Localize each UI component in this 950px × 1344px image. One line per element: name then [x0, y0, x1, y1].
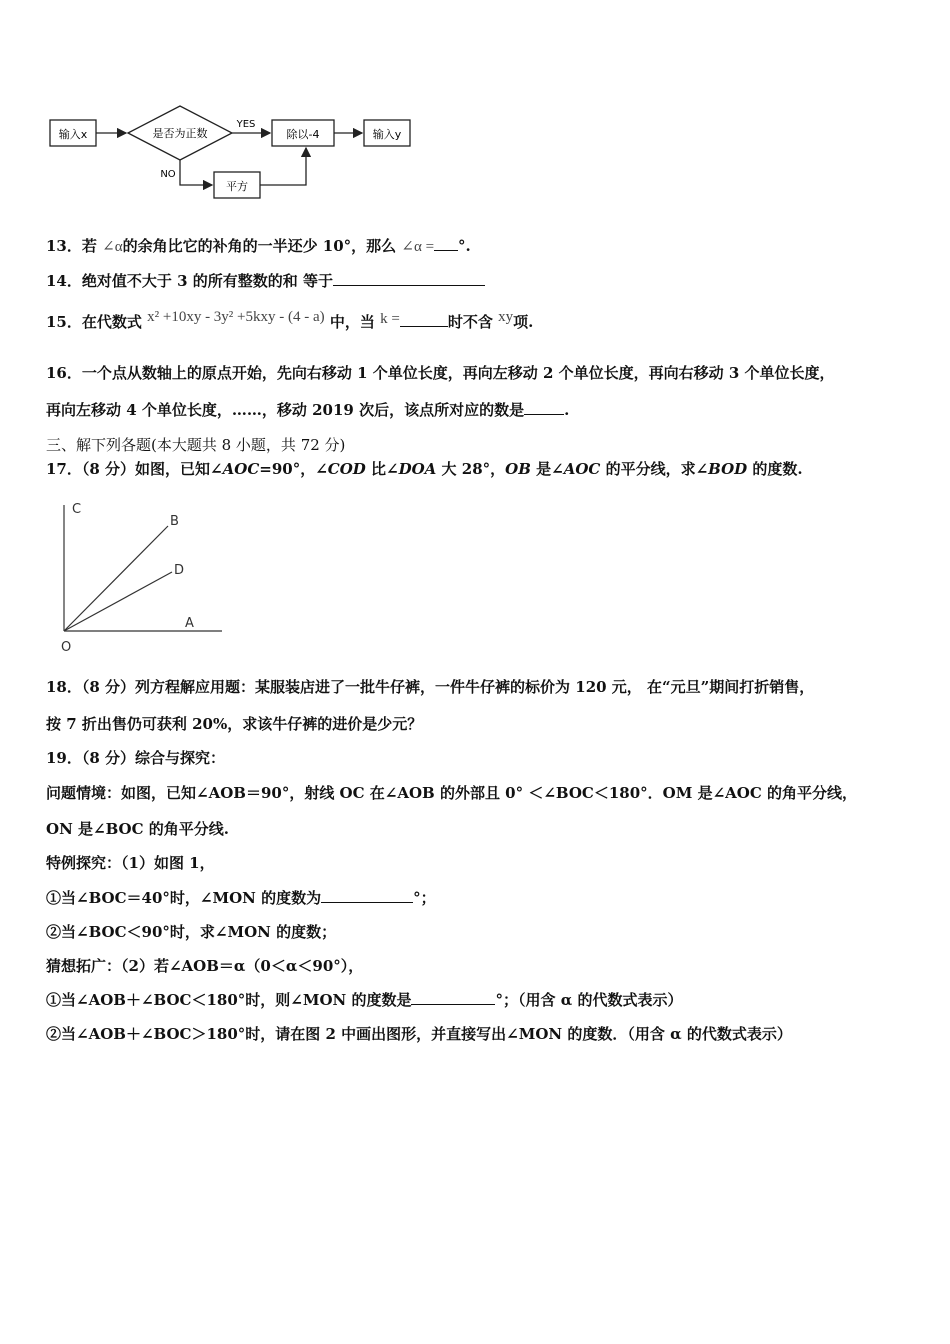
flowchart [40, 100, 420, 205]
q15-k: k = [380, 311, 400, 327]
q15-answer-blank[interactable] [400, 312, 448, 327]
q16-answer-blank[interactable] [524, 400, 564, 415]
question-19-special [46, 853, 215, 873]
q19-item4: ②当∠AOB＋∠BOC＞180°时，请在图 2 中画出图形，并直接写出∠MON 的度数．（用含 α 的代数式表示） [46, 1025, 792, 1043]
q19-special-text: 特例探究：（1）如图 1， [46, 854, 215, 872]
flow-square-label: 平方 [226, 180, 248, 193]
q15-pre: 15．在代数式 [46, 313, 142, 331]
question-19-item-1 [46, 888, 436, 908]
label-d: D [174, 563, 185, 578]
q17-p4: 大 28°， [436, 460, 506, 478]
question-18-line-1 [46, 677, 814, 697]
q15-expression: x² +10xy - 3y² +5kxy - (4 - a) [147, 309, 325, 325]
q19-item3-blank[interactable] [411, 990, 495, 1005]
q13-number: 13． [46, 237, 82, 255]
label-b: B [170, 514, 179, 529]
label-c: C [72, 502, 82, 517]
ray-ob [64, 526, 168, 631]
q19-item3-end: °；（用含 α 的代数式表示） [495, 991, 683, 1009]
q16-line1: 16．一个点从数轴上的原点开始，先向右移动 1 个单位长度，再向左移动 2 个单位长度，再向右移动 3 个单位长度， [46, 364, 835, 382]
q16-line2: 再向左移动 4 个单位长度，……，移动 2019 次后，该点所对应的数是 [46, 401, 525, 419]
question-19-guess [46, 956, 363, 976]
ray-od [64, 572, 172, 631]
q19-situation1: 问题情境：如图，已知∠AOB＝90°，射线 OC 在∠AOB 的外部且 0° ＜∠BOC＜180°．OM 是∠AOC 的角平分线， [46, 784, 857, 802]
figure-17-angles [50, 495, 240, 660]
question-19-item-3 [46, 990, 682, 1010]
q17-p6: 的平分线，求∠ [600, 460, 709, 478]
question-19-situation-1 [46, 783, 857, 803]
flow-output-label: 输入y [372, 128, 402, 141]
q15-post1: 时不含 [447, 313, 493, 331]
q13-post: °. [458, 237, 471, 255]
question-19-item-4 [46, 1024, 792, 1044]
q14-answer-blank[interactable] [333, 271, 485, 286]
q19-situation2: ON 是∠BOC 的角平分线. [46, 820, 229, 838]
question-14 [46, 271, 485, 291]
question-17 [46, 459, 803, 479]
question-19-title [46, 748, 225, 768]
q18-line1: 18．（8 分）列方程解应用题：某服装店进了一批牛仔裤，一件牛仔裤的标价为 120 元， 在“元旦”期间打折销售， [46, 678, 815, 696]
question-15 [46, 309, 534, 333]
q17-ob: OB [505, 460, 531, 478]
q15-post2: 项. [513, 313, 534, 331]
q13-answer-blank[interactable] [434, 236, 458, 251]
q17-p5: 是∠ [530, 460, 564, 478]
q13-mid: 的余角比它的补角的一半还少 10°，那么 [122, 237, 397, 255]
flow-decision-label: 是否为正数 [152, 127, 208, 140]
q17-p3: 比∠ [365, 460, 399, 478]
q13-angle: ∠α [102, 239, 123, 255]
q17-bod: BOD [708, 460, 748, 478]
question-19-item-2 [46, 922, 336, 942]
section3-title-text: 三、解下列各题(本大题共 8 小题，共 72 分) [46, 436, 346, 454]
q17-p7: 的度数. [747, 460, 803, 478]
q13-pre: 若 [81, 237, 97, 255]
section-3-title [46, 435, 345, 455]
question-18-line-2 [46, 714, 422, 734]
question-19-situation-2 [46, 819, 229, 839]
q19-guess-text: 猜想拓广：（2）若∠AOB＝α（0＜α＜90°）， [46, 957, 364, 975]
q16-end: . [564, 401, 570, 419]
q19-item1-end: °； [413, 889, 436, 907]
q17-aoc: AOC [222, 460, 260, 478]
flow-input-label: 输入x [58, 128, 88, 141]
q18-line2: 按 7 折出售仍可获利 20%，求该牛仔裤的进价是少元？ [46, 715, 423, 733]
q13-angle2: ∠α = [401, 239, 435, 255]
q17-p2: =90°，∠ [259, 460, 328, 478]
q17-p1: 17．（8 分）如图，已知∠ [46, 460, 223, 478]
q14-text: 14．绝对值不大于 3 的所有整数的和 等于 [46, 272, 333, 290]
q19-item2: ②当∠BOC＜90°时，求∠MON 的度数； [46, 923, 337, 941]
flow-yes-label: YES [236, 119, 256, 130]
question-13 [46, 236, 471, 257]
flow-divide-label: 除以-4 [286, 128, 320, 141]
q17-cod: COD [327, 460, 366, 478]
q17-aoc2: AOC [563, 460, 601, 478]
q15-xy: xy [498, 309, 514, 325]
label-a: A [185, 616, 194, 631]
question-16-line-1 [46, 363, 835, 383]
q17-doa: DOA [398, 460, 437, 478]
q19-title-text: 19．（8 分）综合与探究： [46, 749, 226, 767]
q15-mid: 中，当 [329, 313, 375, 331]
question-16-line-2 [46, 400, 569, 420]
q19-item1-blank[interactable] [321, 888, 413, 903]
label-o: O [61, 640, 72, 655]
q19-item3: ①当∠AOB＋∠BOC＜180°时，则∠MON 的度数是 [46, 991, 412, 1009]
flow-no-label: NO [160, 169, 176, 180]
q19-item1: ①当∠BOC＝40°时，∠MON 的度数为 [46, 889, 322, 907]
